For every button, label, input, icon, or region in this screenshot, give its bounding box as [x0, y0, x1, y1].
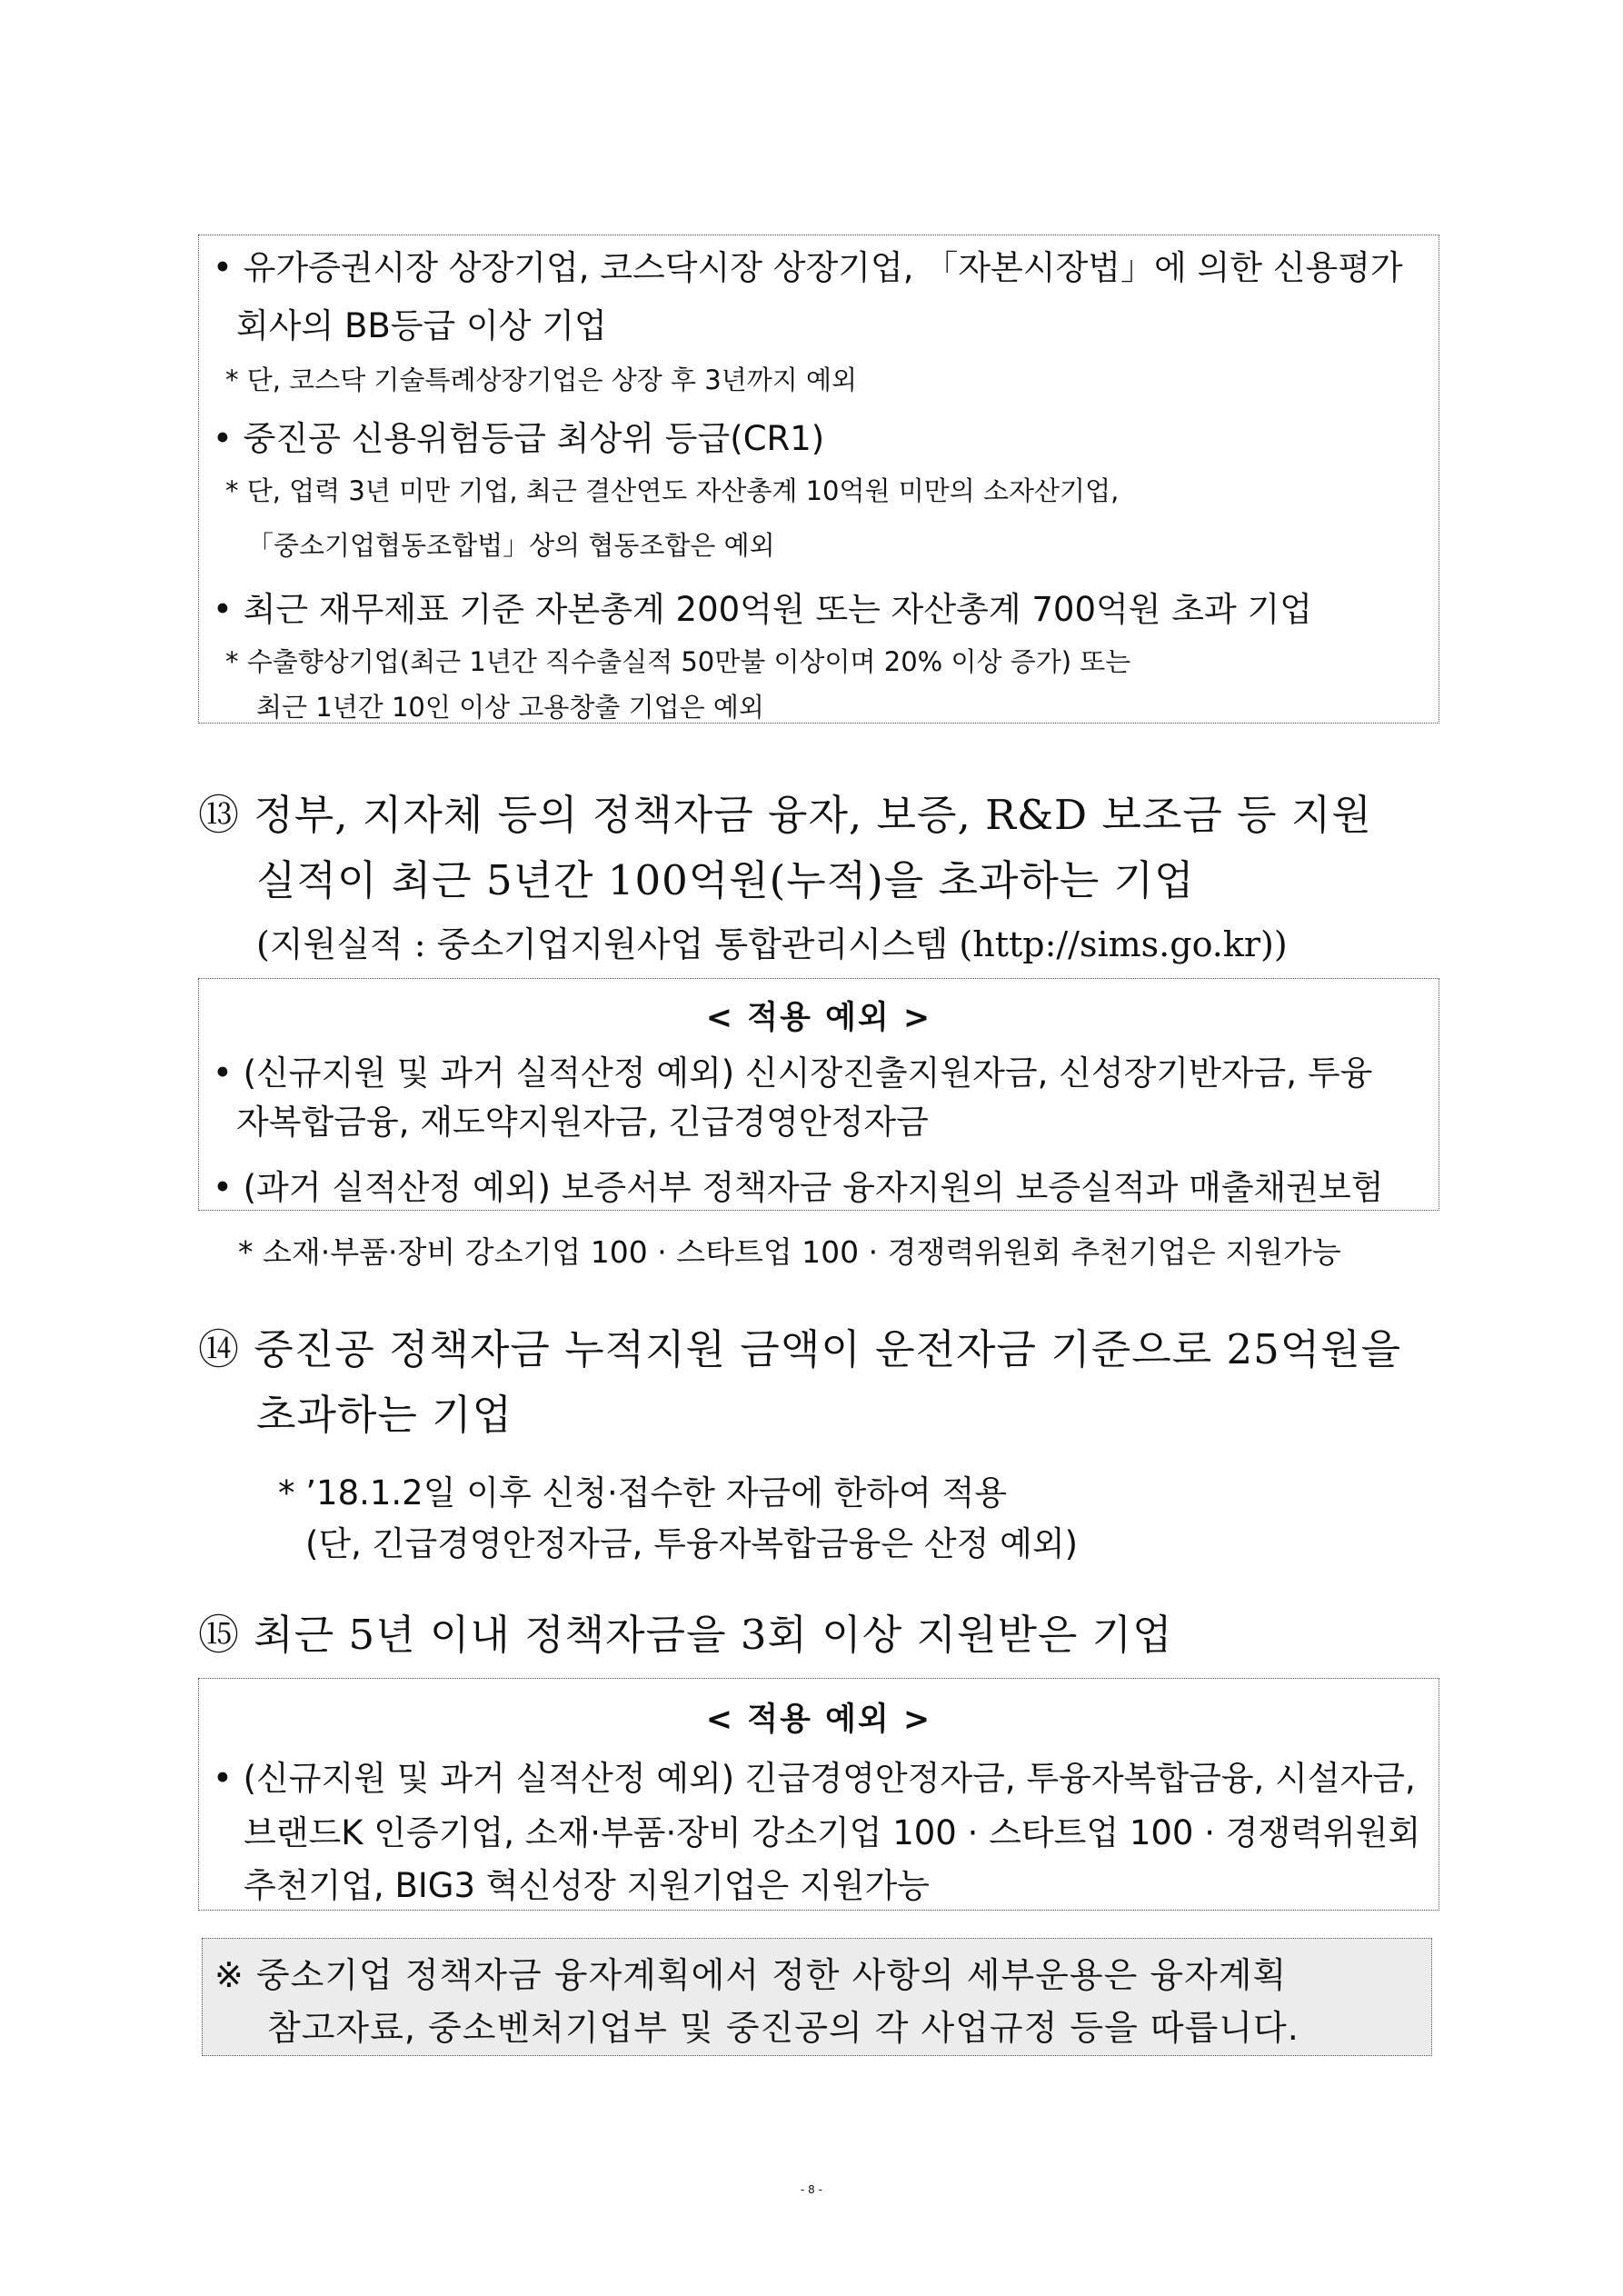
- box1-note-kosdaq: * 단, 코스닥 기술특례상장기업은 상장 후 3년까지 예외: [225, 364, 857, 395]
- box1-note-export-cont: 최근 1년간 10인 이상 고용창출 기업은 예외: [256, 692, 764, 723]
- item-15-heading: ⑮ 최근 5년 이내 정책자금을 3회 이상 지원받은 기업: [198, 1611, 1173, 1659]
- box1-bullet-capital: • 최근 재무제표 기준 자본총계 200억원 또는 자산총계 700억원 초과 기업: [213, 590, 1312, 629]
- box1-bullet-listed: • 유가증권시장 상장기업, 코스닥시장 상장기업, 「자본시장법」에 의한 신용평가: [213, 248, 1403, 287]
- box1-note-credit: * 단, 업력 3년 미만 기업, 최근 결산연도 자산총계 10억원 미만의 소자산기업,: [225, 475, 1120, 506]
- box1-note-credit-cont: 「중소기업협동조합법」상의 협동조합은 예외: [247, 530, 775, 561]
- box1-bullet-credit: • 중진공 신용위험등급 최상위 등급(CR1): [213, 419, 825, 458]
- item-13-heading: ⑬ 정부, 지자체 등의 정책자금 융자, 보증, R&D 보조금 등 지원: [198, 791, 1372, 839]
- exception-15-bullet-1-cont2: 추천기업, BIG3 혁신성장 지원기업은 지원가능: [244, 1866, 930, 1905]
- exception-title: < 적용 예외 >: [705, 1000, 932, 1036]
- item-14-note-1: * ’18.1.2일 이후 신청·접수한 자금에 한하여 적용: [278, 1473, 1008, 1512]
- item-13-source: (지원실적 : 중소기업지원사업 통합관리시스템 (http://sims.go.kr)): [256, 924, 1288, 964]
- item-14-heading: ⑭ 중진공 정책자금 누적지원 금액이 운전자금 기준으로 25억원을: [198, 1325, 1402, 1373]
- notice-line-2: 참고자료, 중소벤처기업부 및 중진공의 각 사업규정 등을 따릅니다.: [267, 2008, 1299, 2048]
- exception-13-bullet-1: • (신규지원 및 과거 실적산정 예외) 신시장진출지원자금, 신성장기반자금, 투융: [213, 1053, 1373, 1093]
- item-13-heading-cont: 실적이 최근 5년간 100억원(누적)을 초과하는 기업: [256, 856, 1195, 904]
- exception-15-bullet-1-cont: 브랜드K 인증기업, 소재·부품·장비 강소기업 100 · 스타트업 100 · 경쟁력위원회: [244, 1813, 1421, 1852]
- page-number: - 8 -: [801, 2183, 822, 2196]
- box1-bullet-listed-cont: 회사의 BB등급 이상 기업: [236, 306, 607, 345]
- item-13-note: * 소재·부품·장비 강소기업 100 · 스타트업 100 · 경쟁력위원회 추천기업은 지원가능: [238, 1234, 1341, 1270]
- exception-13-bullet-1-cont: 자복합금융, 재도약지원자금, 긴급경영안정자금: [236, 1103, 929, 1142]
- exception-title: < 적용 예외 >: [705, 1702, 932, 1738]
- box1-note-export: * 수출향상기업(최근 1년간 직수출실적 50만불 이상이며 20% 이상 증가) 또는: [225, 646, 1131, 677]
- exception-13-bullet-2: • (과거 실적산정 예외) 보증서부 정책자금 융자지원의 보증실적과 매출채권보험: [213, 1168, 1384, 1207]
- notice-line-1: ※ 중소기업 정책자금 융자계획에서 정한 사항의 세부운용은 융자계획: [214, 1955, 1288, 1995]
- item-14-heading-cont: 초과하는 기업: [256, 1391, 513, 1439]
- exception-15-bullet-1: • (신규지원 및 과거 실적산정 예외) 긴급경영안정자금, 투융자복합금융, 시설자금,: [213, 1759, 1416, 1798]
- item-14-note-2: (단, 긴급경영안정자금, 투융자복합금융은 산정 예외): [305, 1524, 1079, 1563]
